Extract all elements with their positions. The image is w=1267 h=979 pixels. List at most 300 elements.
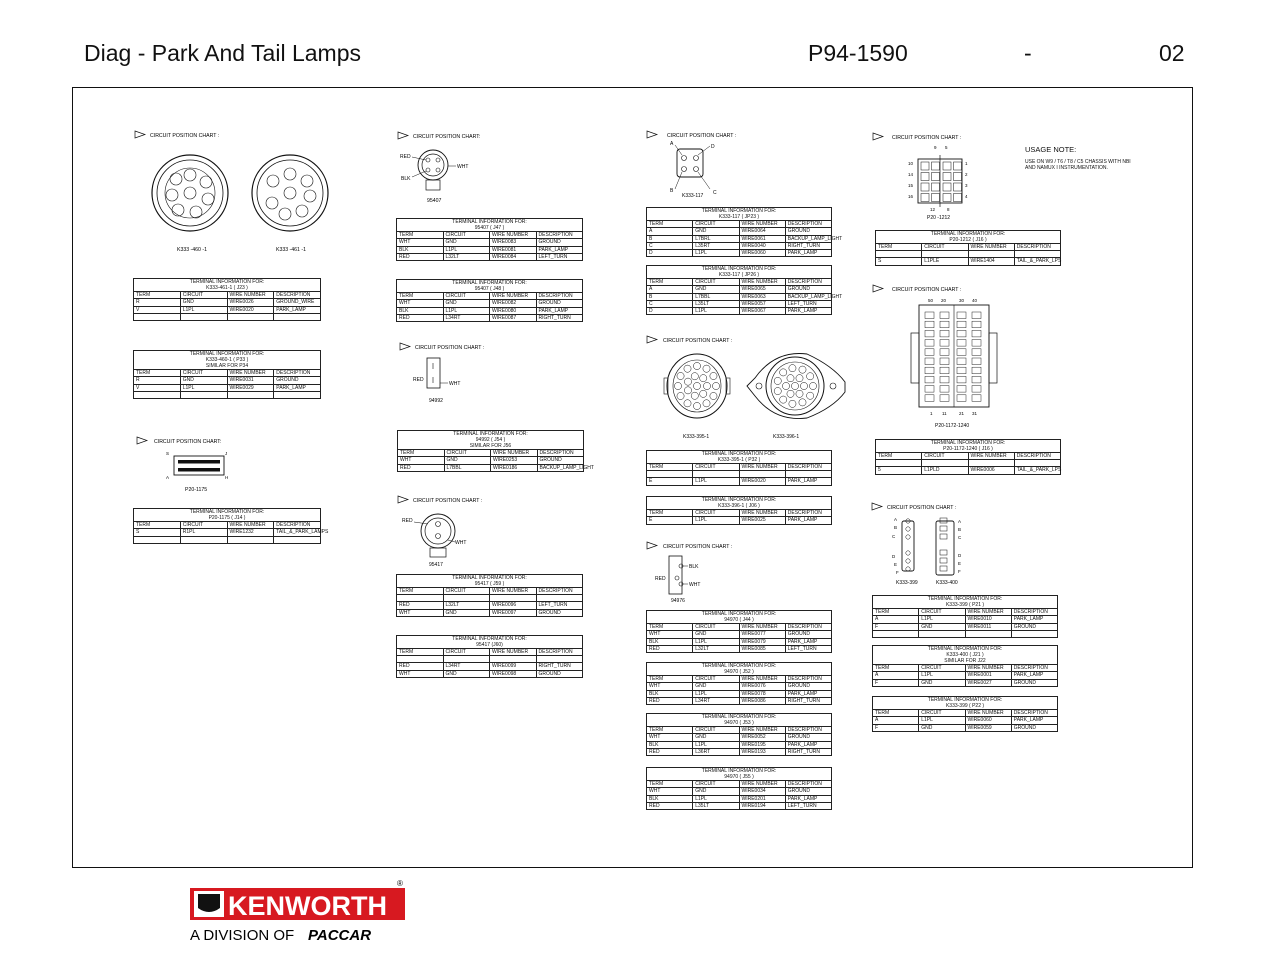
column-header: WIRE NUMBER — [965, 665, 1011, 672]
svg-text:C: C — [958, 535, 962, 540]
table-row — [873, 616, 1058, 623]
column-header: DESCRIPTION — [536, 293, 583, 300]
terminal-info-table — [646, 610, 832, 653]
pin — [906, 559, 910, 563]
column-header: DESCRIPTION — [1011, 710, 1057, 717]
table-cell: PARK_LAMP — [1011, 717, 1057, 724]
table-cell: L35RT — [693, 242, 739, 249]
table-title-line: K333-399 ( P21 ) — [945, 602, 985, 608]
table-cell: GND — [444, 457, 491, 464]
table-cell: RIGHT_TURN — [785, 242, 831, 249]
table-cell: L7BBL — [693, 293, 739, 300]
flag-arrow-icon — [400, 343, 410, 350]
table-cell: L32LT — [443, 253, 490, 260]
cavity — [954, 194, 962, 202]
table-cell: BLK — [397, 307, 444, 314]
circuit-label: CIRCUIT POSITION CHART : — [413, 498, 483, 504]
table-cell: GROUND — [536, 239, 583, 246]
cavity — [972, 349, 981, 356]
table-cell: GND — [693, 228, 739, 235]
table-cell: GROUND — [785, 631, 831, 638]
logo-parent: PACCAR — [308, 927, 372, 944]
table-cell: L32LT — [693, 645, 739, 652]
connector-shell — [152, 155, 228, 231]
table-row — [397, 609, 583, 616]
table-cell: GND — [693, 286, 739, 293]
table-cell: RIGHT_TURN — [536, 663, 583, 670]
column-header: TERM — [134, 370, 181, 377]
table-cell: WIRE0096 — [490, 602, 537, 609]
table-title-line: P20-1172-1240 ( J16 ) — [943, 446, 993, 452]
table-cell: GROUND — [785, 734, 831, 741]
table-row — [647, 748, 832, 755]
connector-body — [427, 358, 440, 388]
table-cell: GROUND — [1011, 623, 1057, 630]
column-header: DESCRIPTION — [785, 676, 831, 683]
terminal-info-table — [872, 696, 1058, 732]
table-cell: L1PL — [693, 741, 739, 748]
table-cell: A — [873, 672, 919, 679]
table-cell: GROUND — [1011, 724, 1057, 731]
column-header: DESCRIPTION — [785, 221, 831, 228]
table-cell: TAIL_&_PARK_LPS — [1014, 258, 1060, 265]
pin — [703, 400, 710, 407]
cavity — [925, 321, 934, 328]
table-row — [873, 623, 1058, 630]
cavity — [921, 183, 929, 191]
pin — [780, 396, 787, 403]
table-cell: WIRE0040 — [739, 242, 785, 249]
table-cell: RED — [647, 802, 693, 809]
cavity — [925, 312, 934, 319]
flag-arrow-icon — [398, 496, 408, 503]
terminal-table-t16 — [646, 767, 832, 810]
terminal-table-t1 — [133, 278, 321, 321]
cavity — [954, 183, 962, 191]
svg-text:15: 15 — [908, 183, 914, 188]
table-cell: GROUND — [785, 683, 831, 690]
cavity — [940, 312, 949, 319]
cavity — [972, 395, 981, 402]
column-header: WIRE NUMBER — [739, 781, 785, 788]
connector-label: P20-1172-1240 — [935, 423, 970, 429]
column-header: DESCRIPTION — [1011, 665, 1057, 672]
table-row — [134, 299, 321, 306]
column-header: CIRCUIT — [443, 649, 490, 656]
connector-label: K333-399 — [896, 580, 918, 586]
table-cell: E — [647, 517, 693, 524]
table-row — [647, 802, 832, 809]
pin — [693, 362, 700, 369]
svg-text:20: 20 — [941, 298, 947, 303]
terminal-table-t18 — [875, 439, 1061, 475]
svg-text:H: H — [225, 475, 229, 480]
table-cell: GROUND — [537, 457, 584, 464]
pin — [677, 372, 684, 379]
table-cell: RIGHT_TURN — [536, 314, 583, 321]
table-cell: WIRE0011 — [965, 623, 1011, 630]
cavity — [932, 194, 940, 202]
svg-text:BLK: BLK — [689, 564, 699, 570]
table-cell: GND — [919, 724, 965, 731]
svg-text:C: C — [713, 190, 717, 196]
svg-text:2: 2 — [965, 172, 968, 177]
cavity — [940, 518, 947, 523]
table-title-line: 94992 ( J54 ) — [475, 437, 506, 443]
svg-text:3: 3 — [965, 183, 968, 188]
terminal-table-t6 — [397, 430, 594, 472]
svg-text:F: F — [896, 570, 899, 575]
connector-label: K333 -461 -1 — [276, 247, 306, 253]
table-title-line: SIMILAR FOR J56 — [469, 443, 512, 449]
usage-note-title: USAGE NOTE: — [1025, 145, 1077, 154]
table-cell: WIRE0061 — [739, 235, 785, 242]
column-header: CIRCUIT — [919, 710, 965, 717]
table-cell: GROUND — [785, 286, 831, 293]
svg-text:C: C — [892, 534, 896, 539]
table-cell: WIRE0084 — [490, 253, 537, 260]
table-cell: WIRE0097 — [490, 609, 537, 616]
table-cell: LEFT_TURN — [785, 300, 831, 307]
svg-text:RED: RED — [413, 377, 424, 383]
table-title-line: TERMINAL INFORMATION FOR: — [927, 646, 1003, 652]
table-title-line: 95417 (J60) — [476, 642, 503, 648]
column-header: TERM — [647, 279, 693, 286]
table-cell: GND — [919, 623, 965, 630]
connector-label: K333-400 — [936, 580, 958, 586]
column-header: CIRCUIT — [443, 293, 490, 300]
table-cell: GND — [693, 734, 739, 741]
column-header: CIRCUIT — [693, 727, 739, 734]
table-title-line: TERMINAL INFORMATION FOR: — [701, 663, 777, 669]
cavity — [972, 312, 981, 319]
table-cell: F — [873, 679, 919, 686]
column-header: DESCRIPTION — [785, 279, 831, 286]
table-cell: WIRE0098 — [490, 670, 537, 677]
circuit-chart-k333-399 — [872, 503, 992, 587]
svg-text:5: 5 — [945, 145, 948, 150]
cavity — [925, 358, 934, 365]
circuit-label: CIRCUIT POSITION CHART: — [154, 439, 222, 445]
table-row — [397, 670, 583, 677]
pin — [703, 365, 710, 372]
circuit-label: CIRCUIT POSITION CHART : — [150, 133, 220, 139]
cavity — [925, 340, 934, 347]
column-header: TERM — [397, 588, 444, 595]
sheet-number: 02 — [1159, 40, 1185, 66]
table-title-line: TERMINAL INFORMATION FOR: — [930, 231, 1006, 237]
table-cell: B — [647, 235, 693, 242]
table-title-line: SIMILAR FOR J22 — [944, 658, 986, 664]
cavity — [940, 358, 949, 365]
svg-text:8: 8 — [947, 207, 950, 212]
table-row — [397, 300, 583, 307]
cavity — [940, 550, 947, 555]
svg-text:A: A — [670, 141, 674, 147]
svg-text:RED: RED — [402, 518, 413, 524]
usage-note-line1: USE ON W9 / T6 / T8 / C5 CHASSIS WITH NBI — [1025, 159, 1131, 165]
table-row — [873, 679, 1058, 686]
table-cell: L7BRL — [693, 235, 739, 242]
table-cell: L1PL — [693, 638, 739, 645]
pin — [780, 369, 787, 376]
column-header: WIRE NUMBER — [739, 464, 785, 471]
table-cell: L35LT — [693, 300, 739, 307]
table-cell: RED — [647, 697, 693, 704]
column-header: DESCRIPTION — [536, 588, 583, 595]
table-cell: RIGHT_TURN — [785, 748, 831, 755]
page-title: Diag - Park And Tail Lamps — [84, 40, 361, 66]
table-title-line: 94970 ( J52 ) — [724, 669, 754, 675]
pin — [693, 382, 700, 389]
column-header: CIRCUIT — [693, 624, 739, 631]
pin — [712, 382, 719, 389]
svg-text:9: 9 — [934, 145, 937, 150]
table-cell: RED — [397, 663, 444, 670]
pin — [700, 375, 707, 382]
flag-arrow-icon — [873, 133, 883, 140]
table-cell: PARK_LAMP — [785, 795, 831, 802]
svg-text:J: J — [225, 451, 228, 456]
terminal-info-table — [646, 713, 832, 756]
table-row — [876, 258, 1061, 265]
column-header: DESCRIPTION — [1014, 244, 1060, 251]
cavity — [921, 194, 929, 202]
column-header: WIRE NUMBER — [968, 244, 1014, 251]
table-cell: RED — [398, 464, 445, 471]
column-header: WIRE NUMBER — [739, 624, 785, 631]
table-cell: WHT — [647, 631, 693, 638]
table-title-line: 95417 ( J59 ) — [474, 581, 505, 587]
svg-text:A: A — [894, 517, 898, 522]
connector-label: 95407 — [427, 198, 442, 204]
svg-text:A: A — [958, 519, 962, 524]
table-cell: PARK_LAMP — [274, 306, 321, 313]
table-cell: L36RT — [693, 748, 739, 755]
table-row — [134, 529, 321, 536]
table-row — [647, 645, 832, 652]
table-cell: WHT — [647, 683, 693, 690]
svg-text:B: B — [958, 527, 962, 532]
pin — [791, 382, 798, 389]
terminal-info-table — [396, 574, 583, 617]
column-header: CIRCUIT — [693, 781, 739, 788]
cavity — [940, 386, 949, 393]
pin — [799, 366, 806, 373]
table-cell: 5 — [876, 467, 922, 474]
svg-text:B: B — [670, 188, 674, 194]
table-row — [647, 300, 832, 307]
table-row — [873, 717, 1058, 724]
table-cell: L1PL — [919, 672, 965, 679]
cavity — [925, 367, 934, 374]
flag-arrow-icon — [647, 336, 657, 343]
doc-number: P94-1590 — [808, 40, 908, 66]
table-cell: WIRE0057 — [739, 300, 785, 307]
cavity — [940, 395, 949, 402]
table-cell: WIRE0067 — [739, 308, 785, 315]
pin — [684, 387, 691, 394]
table-title-line: 95407 ( J48 ) — [474, 286, 505, 292]
table-cell: WIRE0025 — [739, 517, 785, 524]
svg-text:F: F — [958, 569, 961, 574]
table-cell: GROUND — [536, 609, 583, 616]
table-row — [398, 464, 584, 471]
table-cell: WIRE0201 — [739, 795, 785, 802]
table-cell: RED — [647, 748, 693, 755]
table-cell: BLK — [397, 246, 444, 253]
table-title-line: TERMINAL INFORMATION FOR: — [452, 636, 527, 642]
table-cell: L34RT — [443, 314, 490, 321]
cavity — [925, 349, 934, 356]
table-title-line: TERMINAL INFORMATION FOR: — [927, 697, 1003, 703]
table-row — [397, 253, 583, 260]
svg-text:BLK: BLK — [401, 176, 411, 182]
table-cell: WIRE0020 — [227, 306, 274, 313]
cavity — [972, 340, 981, 347]
table-cell: L1PL — [443, 307, 490, 314]
cavity — [940, 526, 947, 531]
cavity — [925, 376, 934, 383]
column-header: WIRE NUMBER — [490, 588, 537, 595]
cavity — [957, 395, 966, 402]
table-cell: TAIL_&_PARK_LAMPS — [274, 529, 321, 536]
svg-text:1: 1 — [930, 411, 933, 416]
connector-shell — [667, 354, 727, 418]
table-cell: L1PL — [180, 306, 227, 313]
table-row — [647, 308, 832, 315]
cavity — [957, 340, 966, 347]
table-cell: GROUND — [785, 228, 831, 235]
svg-text:D: D — [892, 554, 896, 559]
column-header: DESCRIPTION — [785, 781, 831, 788]
table-row — [397, 246, 583, 253]
pin — [789, 365, 796, 372]
flag-arrow-icon — [137, 437, 147, 444]
table-cell: WHT — [647, 788, 693, 795]
svg-text:A: A — [166, 475, 170, 480]
column-header: WIRE NUMBER — [490, 649, 537, 656]
terminal-table-t13 — [646, 610, 832, 653]
table-cell: BACKUP_LAMP_LIGHT — [785, 293, 831, 300]
terminal-table-t4 — [396, 218, 583, 261]
table-cell: WIRE0034 — [739, 788, 785, 795]
table-title-line: K333-400 ( J21 ) — [946, 652, 984, 658]
table-cell: WHT — [397, 239, 444, 246]
table-cell: A — [873, 717, 919, 724]
table-cell: BLK — [647, 741, 693, 748]
circuit-chart-95407 — [398, 132, 528, 206]
table-row — [397, 602, 583, 609]
svg-text:16: 16 — [908, 194, 914, 199]
table-title-line: P20-1212 ( J16 ) — [949, 237, 987, 243]
connector-label: P20-1175 — [185, 487, 208, 493]
table-cell: PARK_LAMP — [536, 246, 583, 253]
column-header: DESCRIPTION — [785, 624, 831, 631]
table-cell: BLK — [647, 795, 693, 802]
table-cell: TAIL_&_PARK_LPS — [1014, 467, 1060, 474]
cavity — [957, 321, 966, 328]
table-cell: GND — [180, 299, 227, 306]
flag-arrow-icon — [873, 285, 883, 292]
terminal-info-table — [396, 279, 583, 322]
column-header: DESCRIPTION — [785, 464, 831, 471]
table-row — [647, 293, 832, 300]
column-header: WIRE NUMBER — [491, 450, 538, 457]
table-cell: L1PL — [180, 384, 227, 391]
table-cell: WIRE0059 — [965, 724, 1011, 731]
pin — [684, 365, 691, 372]
table-title-line: TERMINAL INFORMATION FOR: — [930, 440, 1006, 446]
table-cell: WIRE0193 — [739, 748, 785, 755]
table-cell: WIRE0060 — [739, 250, 785, 257]
svg-text:10: 10 — [908, 161, 914, 166]
circuit-chart-p20-1212 — [873, 133, 983, 223]
table-row — [647, 478, 832, 485]
column-header: WIRE NUMBER — [739, 727, 785, 734]
svg-text:11: 11 — [942, 411, 947, 416]
table-cell: BACKUP_LAMP_LIGHT — [785, 235, 831, 242]
pin — [703, 382, 710, 389]
column-header: DESCRIPTION — [536, 649, 583, 656]
table-cell: GND — [693, 631, 739, 638]
table-cell: GND — [693, 788, 739, 795]
pin — [691, 392, 698, 399]
table-cell: GROUND — [536, 300, 583, 307]
svg-text:1: 1 — [965, 161, 968, 166]
table-cell: PARK_LAMP — [785, 517, 831, 524]
table-title-line: 95407 ( J47 ) — [474, 225, 505, 231]
circuit-label: CIRCUIT POSITION CHART : — [415, 345, 485, 351]
circuit-label: CIRCUIT POSITION CHART: — [413, 134, 481, 140]
table-cell: WIRE0195 — [739, 741, 785, 748]
svg-text:E: E — [894, 562, 898, 567]
pin — [906, 567, 910, 571]
pin — [799, 399, 806, 406]
table-title-line: 94970 ( J53 ) — [724, 720, 754, 726]
table-cell: GND — [693, 683, 739, 690]
circuit-label: CIRCUIT POSITION CHART : — [667, 133, 737, 139]
terminal-info-table — [646, 496, 832, 525]
pin — [774, 377, 781, 384]
flag-arrow-icon — [398, 132, 408, 139]
table-cell: WIRE0082 — [490, 300, 537, 307]
connector-body — [174, 456, 224, 475]
flag-arrow-icon — [872, 503, 882, 510]
table-title-line: K333-396-1 ( J06 ) — [718, 503, 760, 509]
table-cell: RIGHT_TURN — [785, 697, 831, 704]
pin — [906, 535, 910, 539]
table-cell: L1PL — [919, 717, 965, 724]
column-header: WIRE NUMBER — [227, 292, 274, 299]
terminal-info-table — [133, 278, 321, 321]
table-title-line: TERMINAL INFORMATION FOR: — [452, 219, 527, 225]
terminal-info-table — [396, 635, 583, 678]
table-cell: GROUND — [785, 788, 831, 795]
table-row — [647, 250, 832, 257]
table-row — [398, 457, 584, 464]
table-row — [647, 741, 832, 748]
terminal-info-table — [872, 645, 1058, 687]
usage-note-line2: AND NAMUX I INSTRUMENTATION. — [1025, 165, 1108, 171]
connector-label: 95417 — [429, 562, 443, 568]
kenworth-logo — [190, 880, 410, 944]
table-row — [397, 663, 583, 670]
column-header: CIRCUIT — [919, 609, 965, 616]
cavity — [925, 395, 934, 402]
pin — [700, 390, 707, 397]
svg-text:14: 14 — [908, 172, 914, 177]
